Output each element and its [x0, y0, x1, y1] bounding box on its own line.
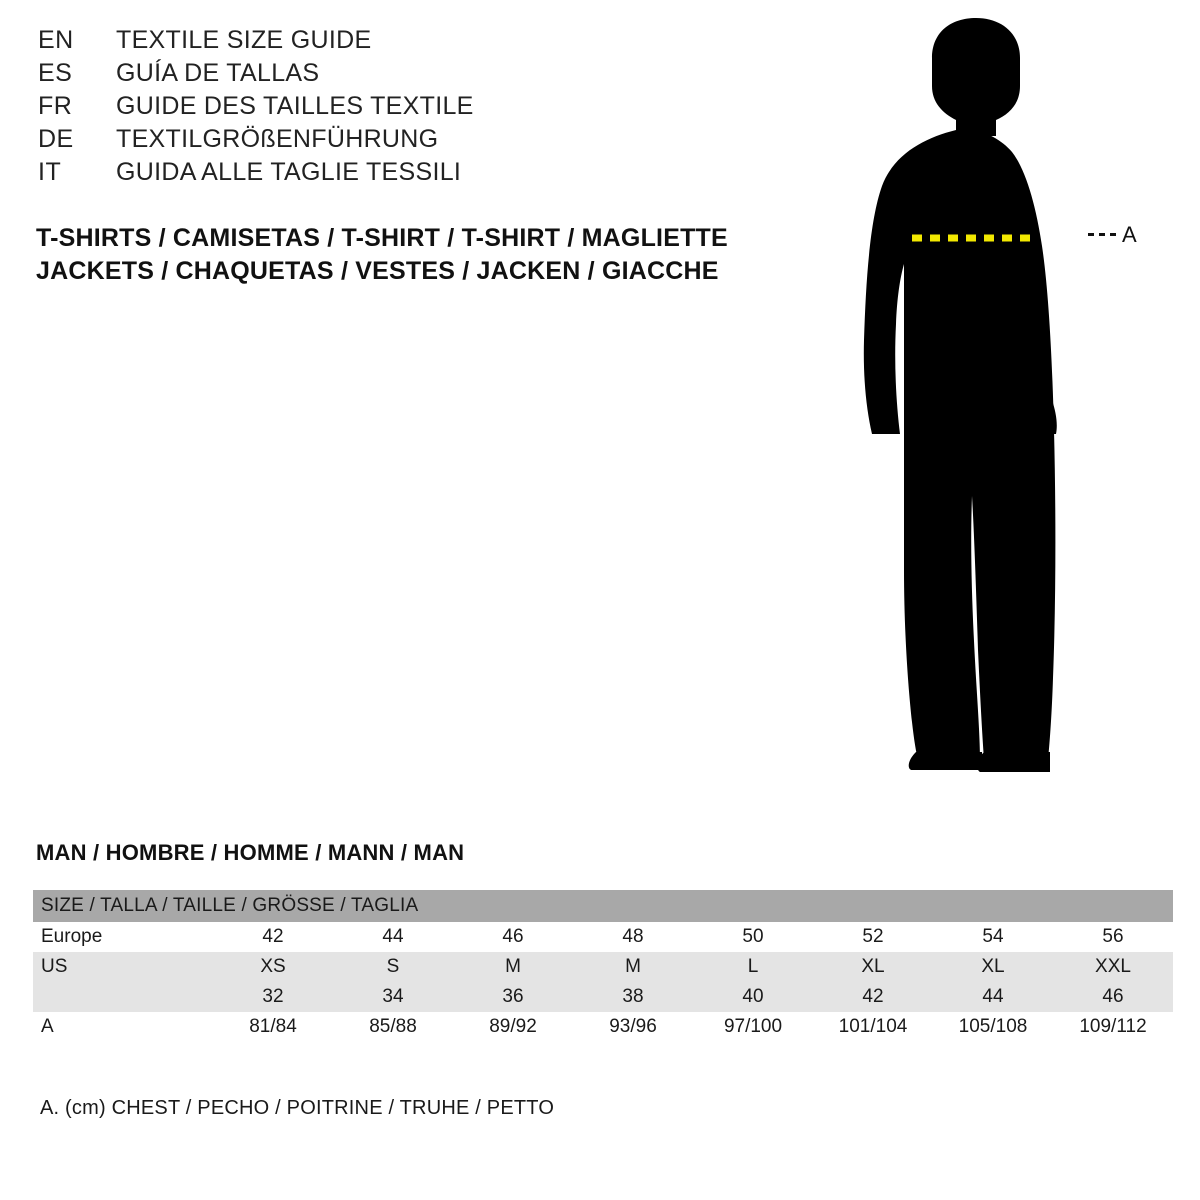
silhouette-shape — [864, 18, 1057, 772]
table-row — [33, 982, 1173, 1012]
cell-value: 44 — [333, 922, 453, 952]
language-code: FR — [38, 92, 73, 120]
cell-value: S — [333, 952, 453, 982]
language-title: TEXTILE SIZE GUIDE — [116, 26, 372, 54]
row-label-a: A — [33, 1012, 213, 1042]
size-table — [33, 890, 1173, 1042]
table-header-label: SIZE / TALLA / TAILLE / GRÖSSE / TAGLIA — [33, 890, 1173, 922]
language-title: GUIDE DES TAILLES TEXTILE — [116, 92, 474, 120]
language-title-list — [38, 26, 738, 191]
section-title-man: MAN / HOMBRE / HOMME / MANN / MAN — [36, 840, 465, 865]
cell-value: 52 — [813, 922, 933, 952]
garment-category-jackets: JACKETS / CHAQUETAS / VESTES / JACKEN / GIACCHE — [36, 257, 719, 285]
cell-value: XS — [213, 952, 333, 982]
language-code: IT — [38, 158, 62, 186]
cell-value: 50 — [693, 922, 813, 952]
cell-value: 34 — [333, 982, 453, 1012]
language-title: GUÍA DE TALLAS — [116, 59, 320, 87]
cell-value: L — [693, 952, 813, 982]
cell-value: 105/108 — [933, 1012, 1053, 1042]
cell-value: 38 — [573, 982, 693, 1012]
cell-value: M — [453, 952, 573, 982]
cell-value: 109/112 — [1053, 1012, 1173, 1042]
cell-value: 42 — [213, 922, 333, 952]
cell-value: 54 — [933, 922, 1053, 952]
language-title: GUIDA ALLE TAGLIE TESSILI — [116, 158, 462, 186]
cell-value: XL — [813, 952, 933, 982]
table-row — [33, 922, 1173, 952]
cell-value: 101/104 — [813, 1012, 933, 1042]
language-row — [38, 125, 738, 158]
cell-value: M — [573, 952, 693, 982]
body-silhouette-figure — [820, 10, 1200, 800]
row-label-europe: Europe — [33, 922, 213, 952]
cell-value: 89/92 — [453, 1012, 573, 1042]
footnote-chest-measurement: A. (cm) CHEST / PECHO / POITRINE / TRUHE / PETTO — [40, 1097, 555, 1119]
cell-value: 44 — [933, 982, 1053, 1012]
cell-value: 42 — [813, 982, 933, 1012]
measure-label-a: A — [1122, 222, 1138, 247]
garment-category-list — [36, 222, 796, 288]
garment-category-tshirts: T-SHIRTS / CAMISETAS / T-SHIRT / T-SHIRT / MAGLIETTE — [36, 224, 728, 252]
row-label-blank — [33, 982, 213, 1012]
cell-value: 32 — [213, 982, 333, 1012]
language-title: TEXTILGRÖßENFÜHRUNG — [116, 125, 439, 153]
cell-value: 48 — [573, 922, 693, 952]
cell-value: 93/96 — [573, 1012, 693, 1042]
language-row — [38, 158, 738, 191]
cell-value: 40 — [693, 982, 813, 1012]
cell-value: 46 — [453, 922, 573, 952]
row-label-us: US — [33, 952, 213, 982]
cell-value: 46 — [1053, 982, 1173, 1012]
language-row — [38, 92, 738, 125]
language-code: ES — [38, 59, 73, 87]
table-header-row — [33, 890, 1173, 922]
cell-value: 97/100 — [693, 1012, 813, 1042]
cell-value: 36 — [453, 982, 573, 1012]
measure-leader-dashes — [1088, 233, 1116, 236]
cell-value: 81/84 — [213, 1012, 333, 1042]
cell-value: 85/88 — [333, 1012, 453, 1042]
cell-value: XXL — [1053, 952, 1173, 982]
cell-value: XL — [933, 952, 1053, 982]
table-row — [33, 952, 1173, 982]
table-row — [33, 1012, 1173, 1042]
language-row — [38, 26, 738, 59]
language-code: EN — [38, 26, 74, 54]
cell-value: 56 — [1053, 922, 1173, 952]
language-code: DE — [38, 125, 74, 153]
language-row — [38, 59, 738, 92]
